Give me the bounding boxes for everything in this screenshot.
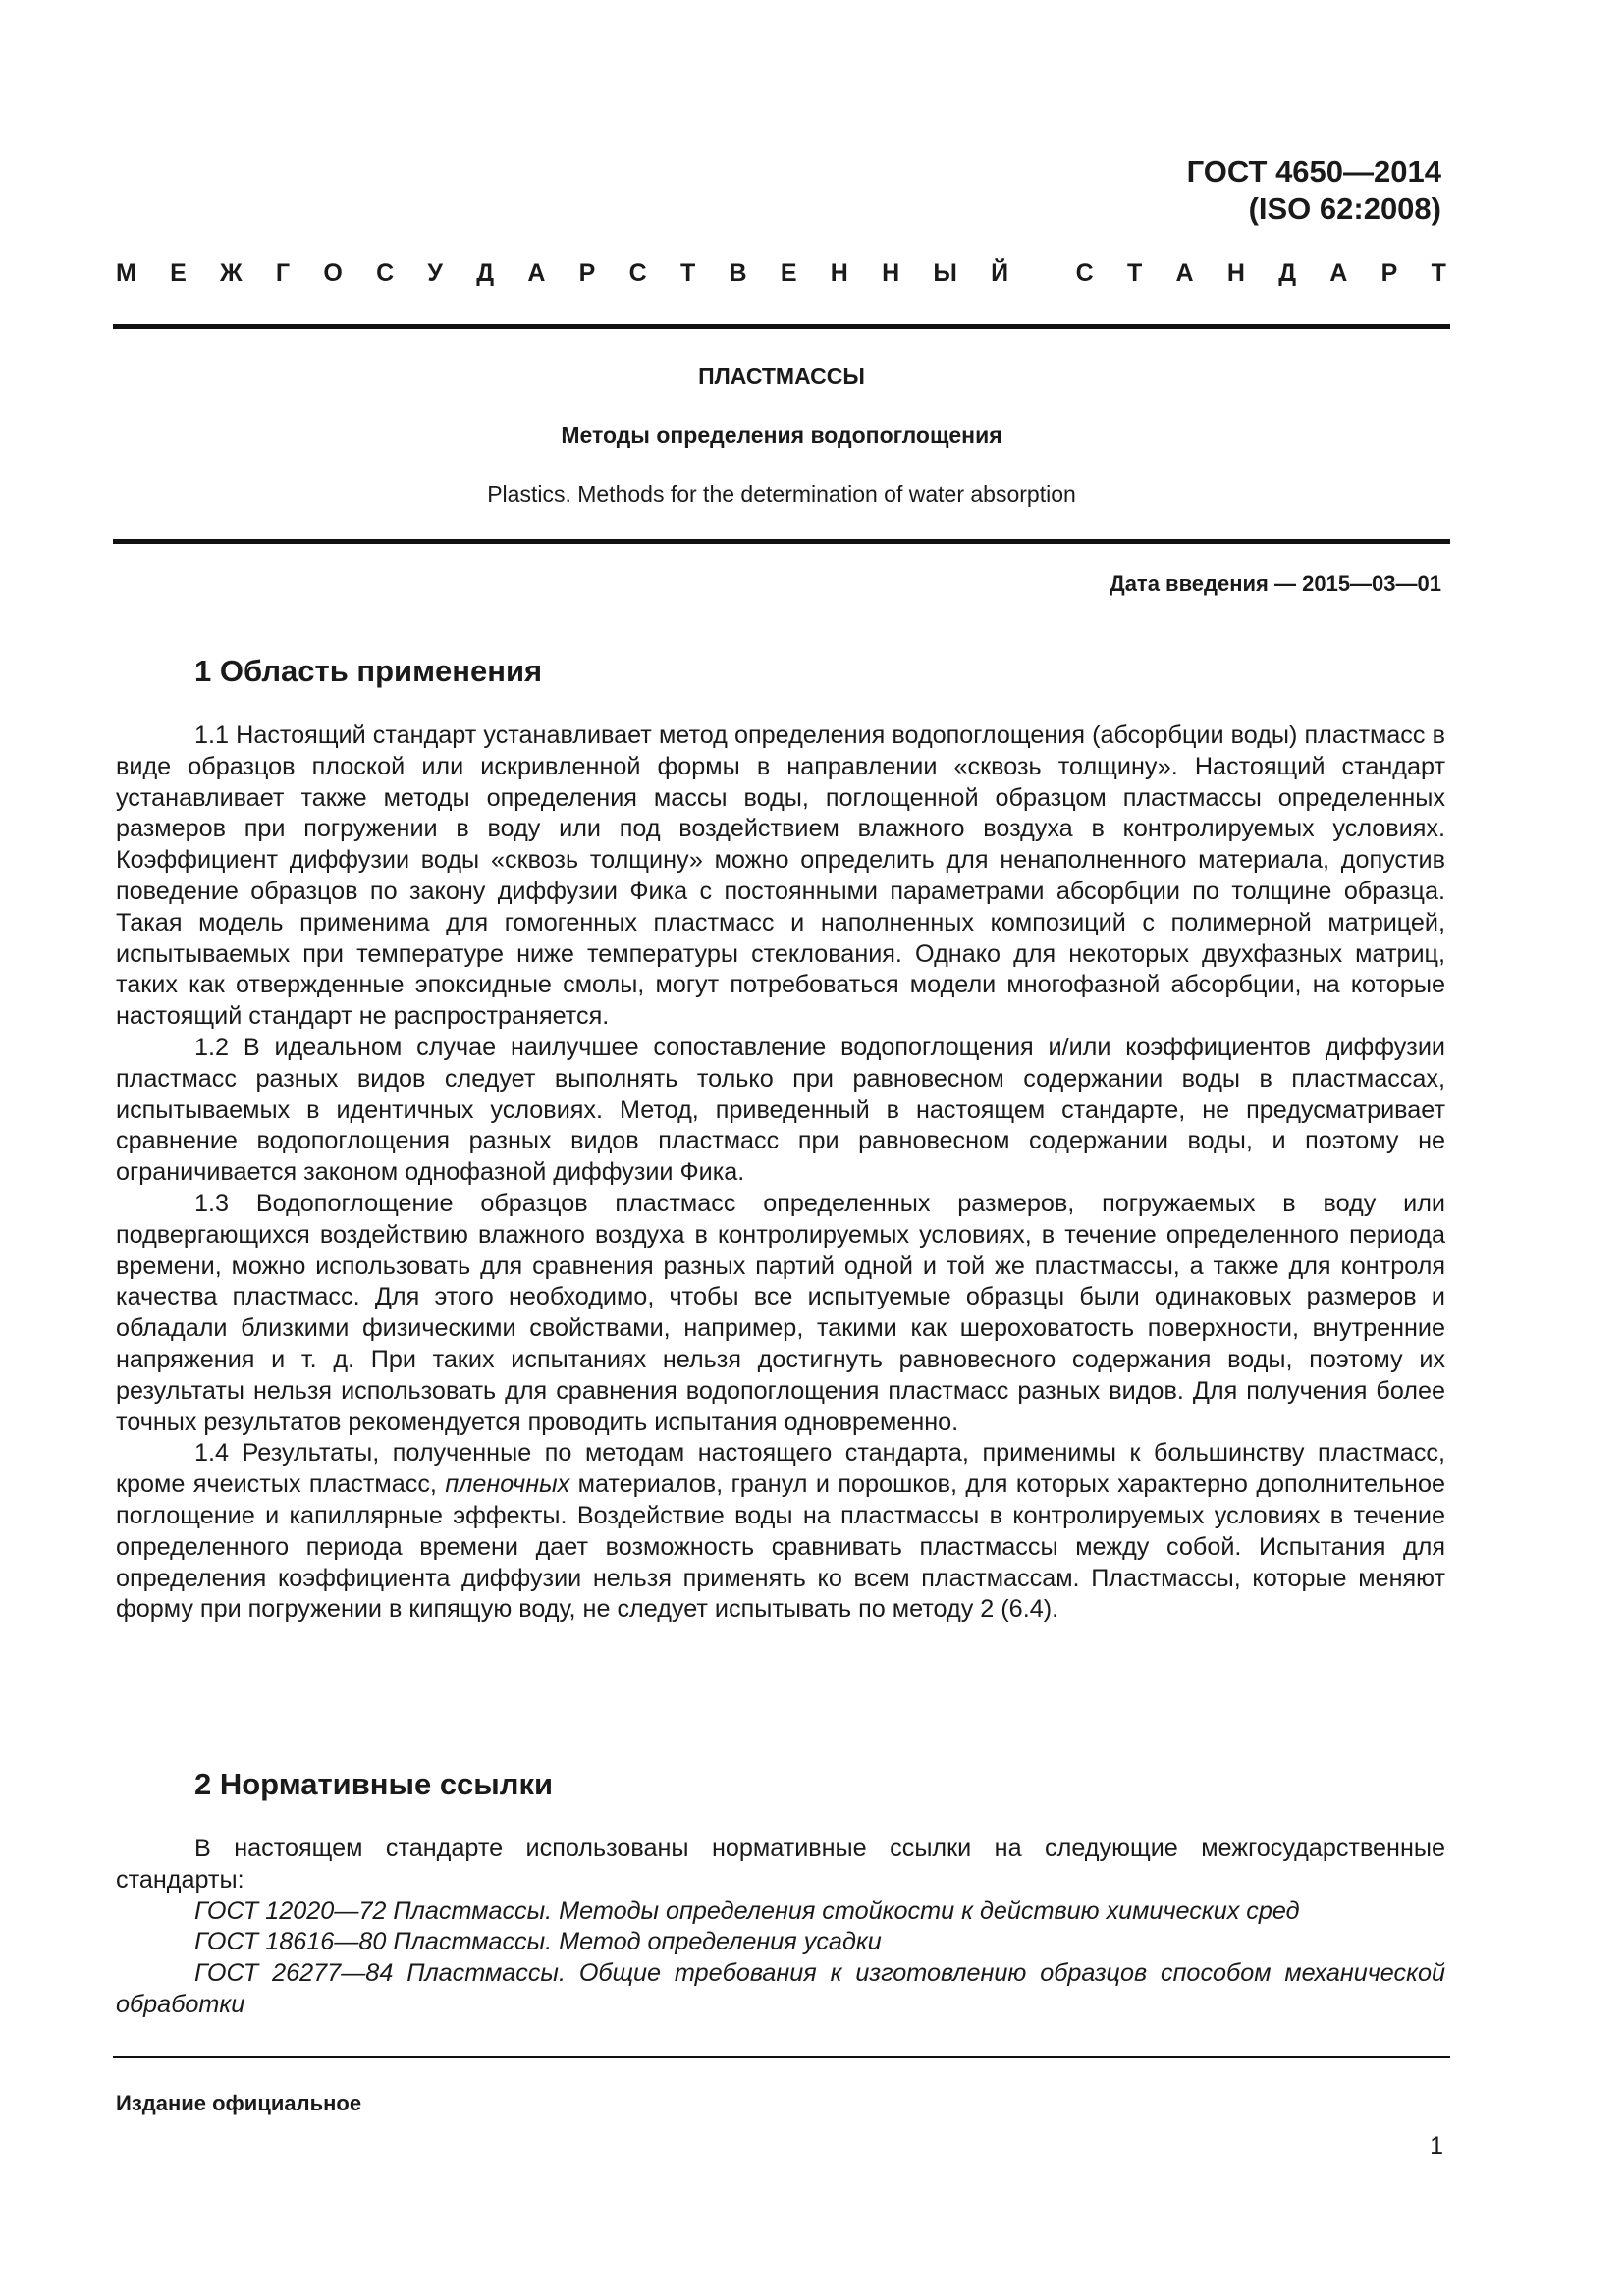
iso-number: (ISO 62:2008) xyxy=(1248,191,1441,226)
standard-type-letter: Н xyxy=(1226,259,1245,287)
paragraph-1-1: 1.1 Настоящий стандарт устанавливает метод определения водопоглощения (абсорбции воды) пластмасс в виде образцов плоской или искривленной формы в направлении «сквозь толщину». Настоящий стандарт устанавливает также методы определения массы воды, поглощенной образцом пластмассы определенных размеров при погружении в воду или под воздействием влажного воздуха в контролируемых условиях. Коэффициент диффузии воды «сквозь толщину» можно определить для ненаполненного материала, допустив поведение образцов по закону диффузии Фика с постоянными параметрами абсорбции по толщине образца. Такая модель применима для гомогенных пластмасс и наполненных композиций с полимерной матрицей, испытываемых при температуре ниже температуры стеклования. Однако для некоторых двухфазных матриц, таких как отвержденные эпоксидные смолы, могут потребоваться модели многофазной абсорбции, на которые настоящий стандарт не распространяется. xyxy=(116,721,1445,1031)
official-edition-label: Издание официальное xyxy=(116,2091,362,2115)
standard-type-letter: Д xyxy=(1278,259,1297,287)
section-1-heading: 1 Область применения xyxy=(194,654,543,688)
standard-type-letter: Е xyxy=(170,259,187,287)
footer-divider xyxy=(113,2056,1450,2058)
page-number: 1 xyxy=(1430,2132,1443,2160)
standard-type-letter: Й xyxy=(991,259,1009,287)
paragraph-1-4-part-a: 1.4 Результаты, полученные по методам настоящего стандарта, применимы к большинству пластмасс, кроме ячеистых пластмасс, xyxy=(116,1439,1445,1499)
standard-type xyxy=(116,259,1446,288)
standard-type-letter: Н xyxy=(830,259,848,287)
document-english-title: Plastics. Methods for the determination of water absorption xyxy=(487,481,1076,507)
standard-type-letter: М xyxy=(116,259,136,287)
standard-type-letter: Т xyxy=(1127,259,1143,287)
standard-type-letter: В xyxy=(729,259,747,287)
standard-type-letter: Р xyxy=(578,259,596,287)
normative-reference: ГОСТ 26277—84 Пластмассы. Общие требования к изготовлению образцов способом механической обработки xyxy=(116,1959,1445,2018)
paragraph-1-3: 1.3 Водопоглощение образцов пластмасс определенных размеров, погружаемых в воду или подвергающихся воздействию влажного воздуха в контролируемых условиях, в течение определенного периода времени, можно использовать для сравнения разных партий одной и той же пластмассы, а также для контроля качества пластмасс. Для этого необходимо, чтобы все испытуемые образцы были одинаковых размеров и обладали близкими физическими свойствами, например, такими как шероховатость поверхности, внутренние напряжения и т. д. При таких испытаниях нельзя достигнуть равновесного содержания воды, поэтому их результаты нельзя использовать для сравнения водопоглощения пластмасс разных видов. Для получения более точных результатов рекомендуется проводить испытания одновременно. xyxy=(116,1189,1445,1436)
introduction-date: Дата введения — 2015—03—01 xyxy=(1110,571,1441,596)
paragraph-1-4-part-b: материалов, гранул и порошков, для которых характерно дополнительное поглощение и капиллярные эффекты. Воздействие воды на пластмассы в контролируемых условиях в течение определенного периода времени дает возможность сравнивать пластмассы между собой. Испытания для определения коэффициента диффузии нельзя применять ко всем пластмассам. Пластмассы, которые меняют форму при погружении в кипящую воду, не следует испытывать по методу 2 (6.4). xyxy=(116,1470,1445,1624)
paragraph-1-4 xyxy=(116,1438,1445,1626)
standard-type-letter: С xyxy=(1075,259,1094,287)
standard-type-letter: О xyxy=(323,259,343,287)
standard-type-letter: У xyxy=(427,259,443,287)
document-subtitle: Методы определения водопоглощения xyxy=(561,422,1002,448)
section-2-heading: 2 Нормативные ссылки xyxy=(194,1767,554,1801)
section-2-body xyxy=(116,1834,1445,2021)
standard-type-letter: А xyxy=(527,259,546,287)
standard-type-letter: Т xyxy=(679,259,696,287)
standard-type-letter: А xyxy=(1175,259,1194,287)
document-title: ПЛАСТМАССЫ xyxy=(698,363,865,389)
standard-type-letter: Р xyxy=(1380,259,1398,287)
normative-reference: ГОСТ 12020—72 Пластмассы. Методы определения стойкости к действию химических сред xyxy=(194,1896,1300,1925)
paragraph-1-4-italic: пленочных xyxy=(445,1470,570,1499)
gost-number: ГОСТ 4650—2014 xyxy=(1186,154,1441,188)
gost-number-block xyxy=(1187,153,1441,228)
standard-type-letter: Д xyxy=(476,259,495,287)
standard-type-letter: С xyxy=(628,259,647,287)
header-divider xyxy=(113,324,1450,329)
standard-type-letter: Н xyxy=(882,259,900,287)
section-1-body xyxy=(116,721,1445,1626)
standard-type-letter: Ж xyxy=(220,259,243,287)
standard-type-letter: Ы xyxy=(933,259,957,287)
normative-reference: ГОСТ 18616—80 Пластмассы. Метод определения усадки xyxy=(194,1928,882,1956)
title-divider xyxy=(113,539,1450,544)
standard-type-letter: Е xyxy=(780,259,797,287)
normative-intro: В настоящем стандарте использованы нормативные ссылки на следующие межгосударственные стандарты: xyxy=(116,1835,1445,1894)
standard-type-letter: С xyxy=(376,259,395,287)
standard-type-letter: Т xyxy=(1431,259,1446,287)
standard-type-letter: Г xyxy=(275,259,291,287)
standard-type-letter: А xyxy=(1329,259,1348,287)
paragraph-1-2: 1.2 В идеальном случае наилучшее сопоставление водопоглощения и/или коэффициентов диффузии пластмасс разных видов следует выполнять только при равновесном содержании воды в пластмассах, испытываемых в идентичных условиях. Метод, приведенный в настоящем стандарте, не предусматривает сравнение водопоглощения разных видов пластмасс при равновесном содержании воды, и поэтому не ограничивается законом однофазной диффузии Фика. xyxy=(116,1033,1445,1187)
